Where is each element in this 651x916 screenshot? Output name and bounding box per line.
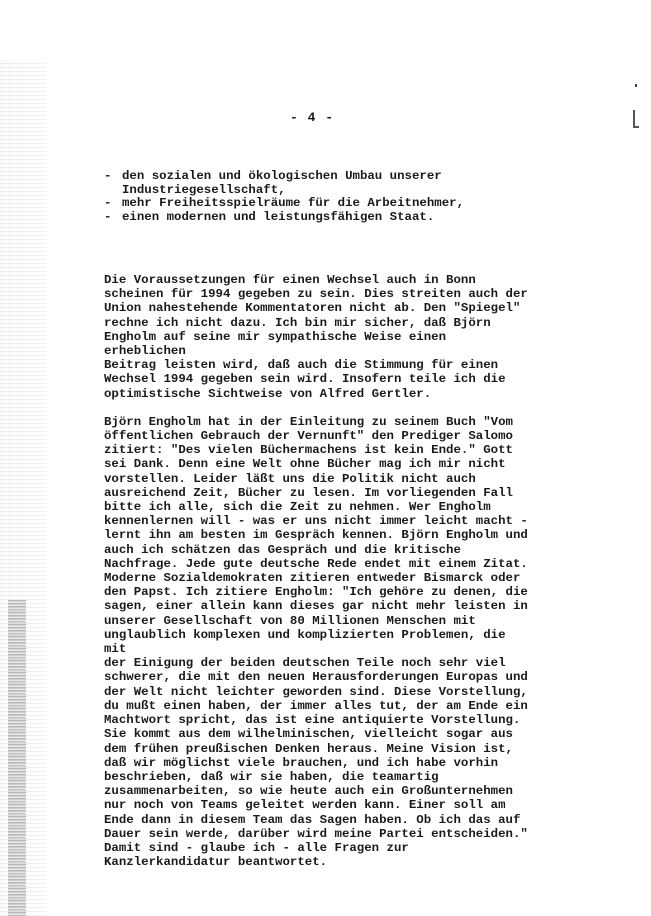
body-text: [104, 273, 530, 869]
bullet-text: einen modernen und leistungsfähigen Staat.: [122, 209, 435, 224]
bullet-dash: -: [104, 209, 112, 224]
list-item: [104, 170, 544, 197]
scan-edge-artifact: [0, 60, 46, 916]
bullet-list: [104, 170, 544, 224]
bullet-dash: -: [104, 169, 112, 183]
bullet-text: mehr Freiheitsspielräume für die Arbeitnehmer,: [122, 196, 465, 210]
scan-margin-marks: [629, 80, 641, 140]
bullet-dash: -: [104, 196, 112, 210]
paragraph: Die Voraussetzungen für einen Wechsel auch in Bonn scheinen für 1994 gegeben zu sein. Dies streiten auch der Union nahestehende Kommentatoren nicht ab. Den "Spiegel" rechne ich nicht dazu. Ich bin mir sicher, daß Björn Engholm auf seine mir sympathische Weise einen erheblichen Beitrag leisten wird, daß auch die Stimmung für einen Wechsel 1994 gegeben sein wird. Insofern teile ich die optimistische Sichtweise von Alfred Gertler.: [104, 273, 528, 401]
paragraph: Björn Engholm hat in der Einleitung zu seinem Buch "Vom öffentlichen Gebrauch der Vernunft" den Prediger Salomo zitiert: "Des vielen Büchermachens ist kein Ende." Gott sei Dank. Denn eine Welt ohne Bücher mag ich mir nicht vorstellen. Leider läßt uns die Politik nicht auch ausreichend Zeit, Bücher zu lesen. Im vorliegenden Fall bitte ich alle, sich die Zeit zu nehmen. Wer Engholm kennenlernen will - was er uns nicht immer leicht macht - lernt ihn am besten im Gespräch kennen. Björn Engholm und auch ich schätzen das Gespräch und die kritische Nachfrage. Jede gute deutsche Rede endet mit einem Zitat. Moderne Sozialdemokraten zitieren entweder Bismarck oder den Papst. Ich zitiere Engholm: "Ich gehöre zu denen, die sagen, einer allein kann dieses gar nicht mehr leisten in unserer Gesellschaft von 80 Millionen Menschen mit unglaublich komplexen und komplizierten Problemen, die mit der Einigung der beiden deutschen Teile noch sehr viel schwerer, die mit den neuen Herausforderungen Europas und der Welt nicht leichter geworden sind. Diese Vorstellung, du mußt einen haben, der immer alles tut, der am Ende ein Machtwort spricht, das ist eine antiquierte Vorstellung. Sie kommt aus dem wilhelminischen, vielleicht sogar aus dem frühen preußischen Denken heraus. Meine Vision ist, daß wir möglichst viele brauchen, und ich habe vorhin beschrieben, daß wir sie haben, die teamartig zusammenarbeiten, so wie heute auch ein Großunternehmen nur noch von Teams geleitet werden kann. Einer soll am Ende dann in diesem Team das Sagen haben. Ob ich das auf Dauer sein werde, darüber wird meine Partei entscheiden." Damit sind - glaube ich - alle Fragen zur Kanzlerkandidatur beantwortet.: [104, 414, 528, 870]
list-item: [104, 211, 544, 225]
list-item: [104, 197, 544, 211]
page-number: - 4 -: [290, 110, 335, 125]
bullet-text: den sozialen und ökologischen Umbau unserer Industriegesellschaft,: [122, 169, 442, 197]
